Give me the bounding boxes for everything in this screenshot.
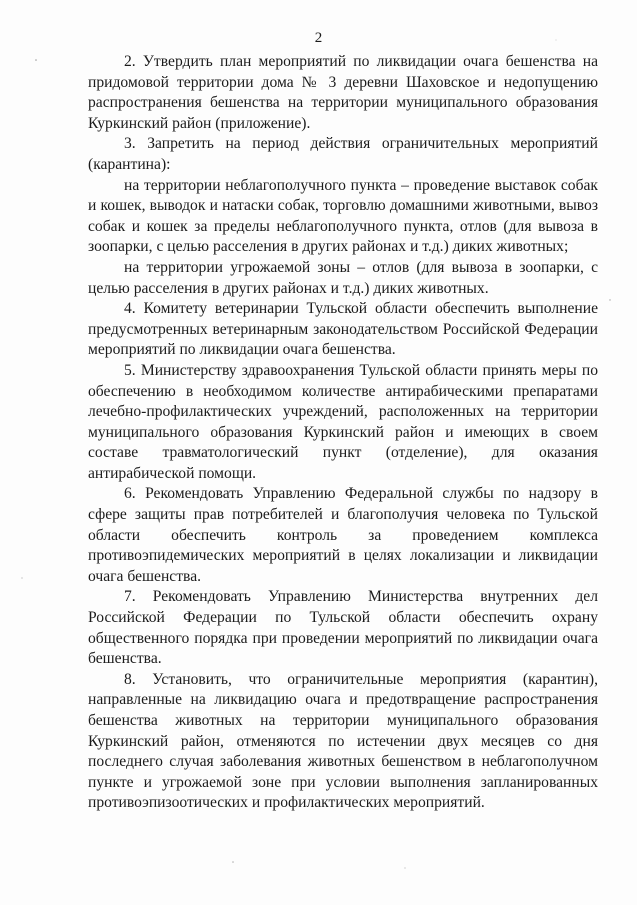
paragraph-8-quarantine-end: 8. Установить, что ограничительные мероприятия (карантин), направленные на ликвидацию очага и предотвращение распространения бешенства животных на территории муниципального образования Куркинский район, отменяются по истечении двух месяцев со дня последнего случая заболевания животных бешенством в неблагополучном пункте и угрожаемой зоне при условии выполнения запланированных противоэпизоотических и профилактических мероприятий. — [88, 670, 598, 812]
paragraph-3-prohibit: 3. Запретить на период действия ограничительных мероприятий (карантина): — [88, 135, 598, 173]
paragraph-3-threatened-zone: на территории угрожаемой зоны – отлов (для вывоза в зоопарки, с целью расселения в других районах и т.д.) диких животных. — [88, 258, 598, 297]
paragraph-7-internal-affairs: 7. Рекомендовать Управлению Министерства внутренних дел Российской Федерации по Тульской области обеспечить охрану общественного порядка при проведении мероприятий по ликвидации очага бешенства. — [88, 588, 598, 668]
paragraph-5-health-ministry: 5. Министерству здравоохранения Тульской области принять меры по обеспечению в необходимом количестве антирабическими препаратами лечебно-профилактических учреждений, расположенных на территории муниципального образования Куркинский район и имеющих в своем составе травматологический пункт (отделение), для оказания антирабической помощи. — [88, 361, 598, 482]
document-body — [88, 52, 598, 814]
paragraph-4-veterinary-committee: 4. Комитету ветеринарии Тульской области обеспечить выполнение предусмотренных ветеринарным законодательством Российской Федерации мероприятий по ликвидации очага бешенства. — [88, 300, 598, 359]
paragraph-6-rospotrebnadzor: 6. Рекомендовать Управлению Федеральной службы по надзору в сфере защиты прав потребителей и благополучия человека по Тульской области обеспечить контроль за проведением комплекса противоэпидемических мероприятий в целях локализации и ликвидации очага бешенства. — [88, 485, 598, 585]
page-number: 2 — [314, 30, 323, 46]
paragraph-3-unsafe-point: на территории неблагополучного пункта – проведение выставок собак и кошек, выводок и натаски собак, торговлю домашними животными, вывоз собак и кошек за пределы неблагополучного пункта, отлов (для вывоза в зоопарки, с целью расселения в других районах и т.д.) диких животных; — [88, 176, 598, 256]
paragraph-2-approve-plan: 2. Утвердить план мероприятий по ликвидации очага бешенства на придомовой территории дома № 3 деревни Шаховское и недопущению распространения бешенства на территории муниципального образования Куркинский район (приложение). — [88, 53, 598, 132]
